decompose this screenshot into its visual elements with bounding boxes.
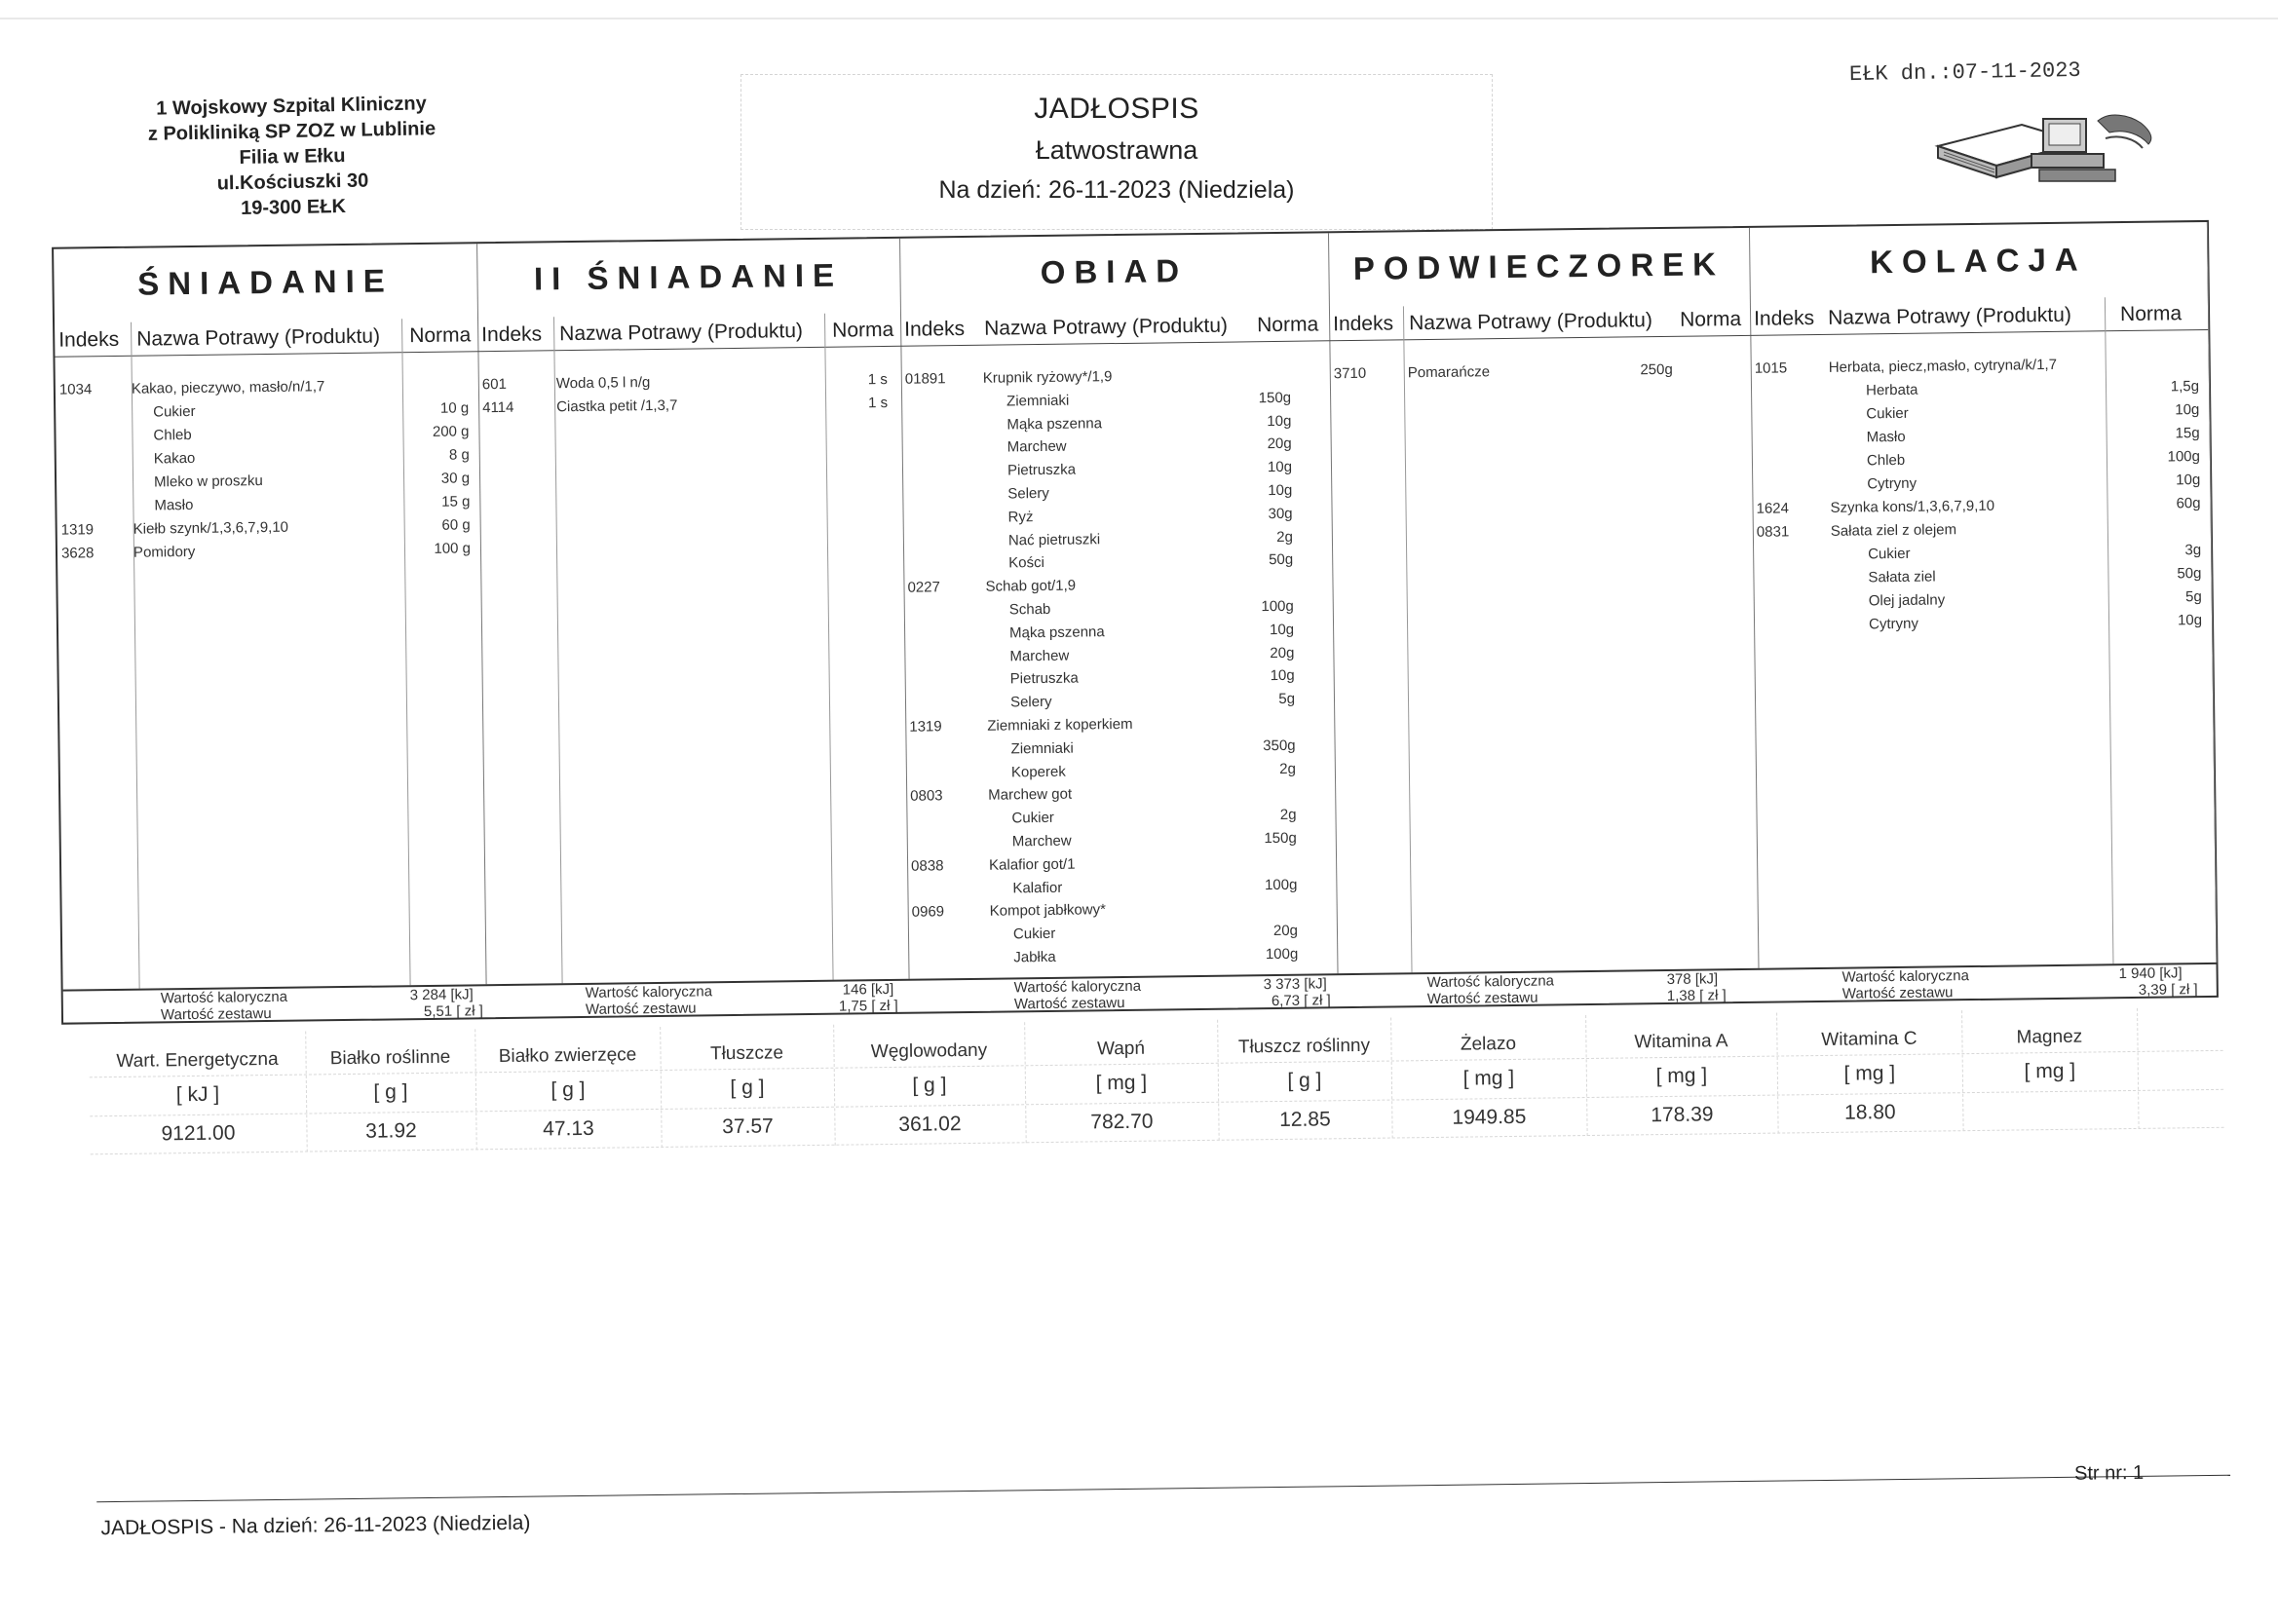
ingredient-name: Marchew — [1006, 437, 1067, 456]
calorie-label: Wartość kaloryczna — [585, 983, 713, 1001]
ingredient-name: Mąka pszenna — [1009, 623, 1105, 642]
lunch-calories: 3 373 [kJ] — [1263, 975, 1327, 994]
nutrition-unit: [ mg ] — [2024, 1059, 2076, 1083]
meal-heading: KOLACJA — [1869, 241, 2087, 281]
nutrition-cell — [660, 1025, 836, 1148]
breakfast-cost: 5,51 [ zł ] — [423, 1002, 483, 1021]
hospital-line: z Polikliniką SP ZOZ w Lublinie — [147, 118, 437, 145]
header-rule — [1329, 335, 1750, 341]
dish-name: Woda 0,5 l n/g — [555, 374, 651, 393]
header-nazwa: Nazwa Potrawy (Produktu) — [984, 314, 1229, 340]
item-index: 1015 — [1754, 359, 1788, 377]
ingredient-name: Chleb — [1866, 451, 1906, 470]
issue-date: EŁK dn.:07-11-2023 — [1848, 57, 2081, 88]
ingredient-name: Sałata ziel — [1868, 568, 1936, 586]
calorie-label: Wartość kaloryczna — [1013, 977, 1142, 997]
nutrition-unit: [ g ] — [551, 1077, 586, 1102]
nutrition-value: 1949.85 — [1452, 1105, 1527, 1129]
item-index: 4114 — [482, 398, 514, 417]
nutrition-unit: [ g ] — [1287, 1069, 1322, 1092]
nutrition-label: Witamina A — [1634, 1031, 1728, 1053]
portion-norm: 30 g — [440, 470, 471, 487]
ingredient-name: Chleb — [153, 426, 192, 444]
nutrition-unit: [ mg ] — [1095, 1071, 1148, 1095]
header-indeks: Indeks — [481, 322, 543, 347]
column-divider — [2105, 297, 2114, 963]
portion-norm: 150g — [1258, 389, 1292, 407]
portion-norm: 150g — [1264, 829, 1297, 848]
meal-heading: II ŚNIADANIE — [533, 256, 844, 297]
column-divider — [824, 314, 834, 980]
ingredient-name: Pietruszka — [1006, 461, 1077, 479]
nutrition-value — [1962, 1098, 2138, 1100]
hospital-line: 19-300 EŁK — [240, 195, 347, 220]
dish-name: Ziemniaki z koperkiem — [987, 715, 1133, 735]
nutrition-value: 178.39 — [1651, 1103, 1714, 1127]
document-title: JADŁOSPIS — [1034, 93, 1199, 125]
portion-norm: 10g — [1268, 481, 1293, 500]
nutrition-label: Białko roślinne — [329, 1046, 451, 1070]
footer-rule — [96, 1475, 2230, 1503]
ingredient-name: Olej jadalny — [1868, 591, 1946, 610]
hospital-line: ul.Kościuszki 30 — [216, 170, 369, 195]
set-value-label: Wartość zestawu — [160, 1004, 272, 1024]
portion-norm: 5g — [2184, 588, 2202, 606]
nutrition-label: Witamina C — [1821, 1028, 1917, 1050]
nutrition-label: Wapń — [1096, 1038, 1146, 1060]
meal-rows — [1749, 222, 2207, 228]
nutrition-label: Żelazo — [1460, 1033, 1517, 1055]
item-index: 3710 — [1333, 364, 1367, 383]
portion-norm: 1 s — [867, 370, 888, 389]
nutrition-value: 31.92 — [365, 1119, 417, 1143]
dish-name: Kompot jabłkowy* — [989, 901, 1107, 920]
item-index: 0803 — [910, 787, 943, 805]
header-nazwa: Nazwa Potrawy (Produktu) — [136, 324, 381, 351]
diet-name: Łatwostrawna — [1035, 135, 1198, 165]
portion-norm: 100 g — [434, 540, 472, 557]
item-index: 3628 — [60, 545, 95, 562]
item-index: 1624 — [1756, 500, 1790, 517]
ingredient-name: Nać pietruszki — [1007, 531, 1101, 549]
calorie-label: Wartość kaloryczna — [1426, 972, 1555, 992]
ingredient-name: Ziemniaki — [1006, 392, 1070, 410]
header-rule — [477, 346, 900, 352]
afternoon-snack-calories: 378 [kJ] — [1666, 970, 1719, 988]
nutrition-value: 18.80 — [1843, 1101, 1896, 1124]
portion-norm: 200 g — [432, 423, 470, 440]
nutrition-value: 9121.00 — [161, 1121, 236, 1146]
nutrition-cell — [1024, 1020, 1220, 1143]
portion-norm: 20g — [1272, 922, 1299, 940]
dish-name: Sałata ziel z olejem — [1830, 521, 1957, 540]
header-norma: Norma — [1257, 313, 1319, 337]
dish-name: Krupnik ryżowy*/1,9 — [982, 368, 1113, 387]
hospital-line: Filia w Ełku — [239, 144, 346, 170]
dish-name: Pomidory — [133, 543, 196, 561]
header-indeks: Indeks — [1333, 312, 1394, 336]
portion-norm: 8 g — [448, 446, 470, 464]
item-index: 0969 — [911, 903, 945, 921]
ingredient-name: Herbata — [1865, 381, 1918, 399]
portion-norm: 60g — [2176, 495, 2201, 512]
header-norma: Norma — [1679, 307, 1742, 331]
meal-rows — [54, 244, 476, 248]
ingredient-name: Schab — [1008, 600, 1051, 619]
dish-name: Kakao, pieczywo, masło/n/1,7 — [131, 378, 325, 397]
dish-name: Kalafior got/1 — [989, 855, 1076, 874]
menu-table — [52, 220, 2219, 1025]
nutrition-label: Tłuszcze — [709, 1042, 784, 1065]
column-divider — [553, 317, 563, 983]
portion-norm: 50g — [2177, 565, 2202, 583]
calorie-label: Wartość kaloryczna — [1841, 967, 1970, 986]
portion-norm: 15 g — [441, 493, 471, 510]
ingredient-name: Kakao — [153, 449, 196, 468]
item-index: 1034 — [58, 381, 93, 398]
ingredient-name: Cukier — [1011, 809, 1054, 827]
portion-norm: 50g — [1269, 550, 1294, 569]
meal-rows — [899, 233, 1328, 239]
portion-norm: 250g — [1640, 360, 1673, 379]
nutrition-unit: [ mg ] — [1462, 1066, 1515, 1090]
ingredient-name: Pietruszka — [1009, 669, 1079, 688]
meal-heading: PODWIECZOREK — [1352, 245, 1726, 286]
meal-column-lunch — [899, 233, 1339, 978]
portion-norm: 100g — [2167, 448, 2201, 466]
header-indeks: Indeks — [1753, 307, 1815, 330]
meal-column-second-breakfast — [476, 239, 910, 984]
portion-norm: 1,5g — [2170, 378, 2200, 396]
ingredient-name: Ryż — [1007, 509, 1034, 526]
item-index: 0838 — [911, 857, 944, 875]
hospital-line: 1 Wojskowy Szpital Kliniczny — [156, 93, 427, 120]
ingredient-name: Selery — [1009, 693, 1052, 711]
portion-norm: 60 g — [441, 516, 471, 534]
portion-norm: 20g — [1267, 434, 1292, 453]
portion-norm: 10g — [1270, 666, 1295, 685]
header-rule — [1750, 329, 2208, 336]
ingredient-name: Koperek — [1010, 763, 1066, 781]
dish-name: Marchew got — [988, 785, 1073, 804]
portion-norm: 5g — [1278, 690, 1296, 707]
page-number: Str nr: 1 — [2073, 1461, 2145, 1485]
item-index: 1319 — [909, 718, 942, 736]
ingredient-name: Cytryny — [1867, 474, 1917, 493]
portion-norm: 15g — [2175, 425, 2200, 442]
portion-norm: 2g — [1279, 760, 1296, 777]
header-rule — [55, 351, 477, 357]
column-divider — [401, 319, 411, 985]
nutrition-label: Węglowodany — [870, 1039, 988, 1063]
ingredient-name: Kalafior — [1012, 879, 1063, 897]
meal-heading: ŚNIADANIE — [137, 262, 395, 302]
footer-text: JADŁOSPIS - Na dzień: 26-11-2023 (Niedziela) — [100, 1511, 531, 1540]
meal-heading: OBIAD — [1040, 252, 1189, 291]
ingredient-name: Cytryny — [1868, 615, 1919, 633]
header-norma: Norma — [2119, 302, 2183, 326]
nutrition-unit: [ g ] — [730, 1076, 765, 1100]
nutrition-cell — [475, 1027, 663, 1150]
nutrition-unit: [ kJ ] — [175, 1082, 220, 1107]
header-indeks: Indeks — [58, 327, 120, 352]
set-value-label: Wartość zestawu — [1841, 984, 1954, 1002]
set-value-label: Wartość zestawu — [585, 1000, 697, 1018]
ingredient-name: Cukier — [153, 402, 196, 421]
portion-norm: 1 s — [868, 394, 889, 412]
item-index: 01891 — [904, 370, 946, 388]
portion-norm: 10g — [1267, 412, 1292, 431]
portion-norm: 10g — [2177, 612, 2203, 629]
ingredient-name: Jabłka — [1013, 948, 1056, 966]
item-index: 601 — [481, 375, 508, 394]
ingredient-name: Masło — [1866, 428, 1906, 446]
ingredient-name: Selery — [1007, 484, 1049, 503]
ingredient-name: Cukier — [1012, 925, 1056, 943]
portion-norm: 100g — [1261, 597, 1294, 616]
item-index: 0831 — [1756, 523, 1790, 541]
menu-date: Na dzień: 26-11-2023 (Niedziela) — [938, 176, 1295, 204]
meal-column-breakfast — [54, 244, 487, 989]
nutrition-cell — [833, 1022, 1027, 1145]
nutrition-unit: [ g ] — [912, 1074, 947, 1097]
dish-name: Szynka kons/1,3,6,7,9,10 — [1830, 497, 1995, 516]
nutrition-label: Tłuszcz roślinny — [1237, 1035, 1371, 1058]
ingredient-name: Mąka pszenna — [1006, 415, 1103, 434]
nutrition-unit: [ g ] — [373, 1080, 408, 1104]
dinner-cost: 3,39 [ zł ] — [2138, 981, 2198, 999]
nutrition-label: Wart. Energetyczna — [116, 1048, 279, 1072]
nutrition-value: 782.70 — [1090, 1110, 1154, 1134]
portion-norm: 3g — [2184, 542, 2202, 559]
second-breakfast-cost: 1,75 [ zł ] — [838, 997, 898, 1015]
ingredient-name: Marchew — [1011, 832, 1072, 850]
nutrition-label: Magnez — [2016, 1026, 2083, 1048]
nutrition-label: Białko zwierzęce — [498, 1044, 637, 1068]
nutrition-value: 47.13 — [543, 1116, 594, 1141]
afternoon-snack-cost: 1,38 [ zł ] — [1666, 987, 1727, 1004]
portion-norm: 30g — [1268, 505, 1293, 523]
header-norma: Norma — [409, 323, 472, 348]
set-value-label: Wartość zestawu — [1013, 994, 1125, 1013]
header-nazwa: Nazwa Potrawy (Produktu) — [559, 320, 804, 346]
calorie-label: Wartość kaloryczna — [160, 988, 288, 1007]
meal-column-afternoon-snack — [1328, 228, 1760, 973]
column-divider — [131, 322, 140, 989]
column-divider — [1403, 306, 1413, 972]
nutrition-value: 12.85 — [1278, 1108, 1331, 1131]
second-breakfast-calories: 146 [kJ] — [842, 980, 894, 999]
nutrition-value: 37.57 — [722, 1114, 774, 1139]
portion-norm: 10g — [2175, 401, 2200, 419]
meal-rows — [476, 239, 899, 244]
portion-norm: 10 g — [439, 399, 470, 417]
dinner-calories: 1 940 [kJ] — [2118, 964, 2183, 983]
meal-column-dinner — [1749, 222, 2218, 968]
portion-norm: 20g — [1270, 644, 1295, 662]
lunch-cost: 6,73 [ zł ] — [1271, 992, 1331, 1010]
portion-norm: 2g — [1279, 806, 1297, 823]
header-rule — [900, 340, 1329, 347]
ingredient-name: Cukier — [1868, 545, 1911, 563]
dish-name: Ciastka petit /1,3,7 — [556, 397, 678, 416]
dish-name: Pomarańcze — [1407, 363, 1491, 382]
set-value-label: Wartość zestawu — [1426, 989, 1538, 1008]
meal-rows — [1328, 228, 1749, 233]
portion-norm: 10g — [2176, 472, 2201, 489]
item-index: 0227 — [907, 579, 940, 596]
header-nazwa: Nazwa Potrawy (Produktu) — [1409, 309, 1653, 335]
breakfast-calories: 3 284 [kJ] — [409, 986, 474, 1004]
dish-name: Herbata, piecz,masło, cytryna/k/1,7 — [1828, 356, 2058, 376]
ingredient-name: Cukier — [1866, 404, 1909, 423]
ingredient-name: Masło — [154, 496, 194, 514]
item-index: 1319 — [60, 521, 95, 539]
portion-norm: 100g — [1265, 945, 1299, 963]
ingredient-name: Kości — [1008, 553, 1045, 572]
nutrition-cell — [1585, 1013, 1779, 1136]
portion-norm: 350g — [1263, 736, 1296, 755]
header-norma: Norma — [832, 318, 894, 342]
ingredient-name: Ziemniaki — [1010, 739, 1074, 758]
portion-norm: 100g — [1264, 876, 1298, 894]
header-indeks: Indeks — [904, 317, 966, 341]
dish-name: Kiełb szynk/1,3,6,7,9,10 — [133, 518, 289, 538]
portion-norm: 2g — [1276, 528, 1294, 546]
nutrition-value: 361.02 — [898, 1113, 962, 1136]
dish-name: Schab got/1,9 — [985, 577, 1077, 595]
nutrition-cell — [1776, 1010, 1964, 1133]
nutrition-cell — [89, 1032, 308, 1155]
header-nazwa: Nazwa Potrawy (Produktu) — [1827, 303, 2072, 329]
ingredient-name: Mleko w proszku — [153, 472, 263, 491]
portion-norm: 10g — [1267, 458, 1293, 476]
nutrition-cell — [1217, 1018, 1393, 1141]
portion-norm: 10g — [1269, 621, 1295, 639]
nutrition-cell — [1390, 1015, 1588, 1139]
nutrition-cell — [1961, 1008, 2140, 1131]
nutrition-cell — [305, 1029, 477, 1152]
nutrition-unit: [ mg ] — [1843, 1062, 1896, 1085]
ingredient-name: Marchew — [1009, 647, 1070, 665]
nutrition-unit: [ mg ] — [1655, 1064, 1708, 1088]
